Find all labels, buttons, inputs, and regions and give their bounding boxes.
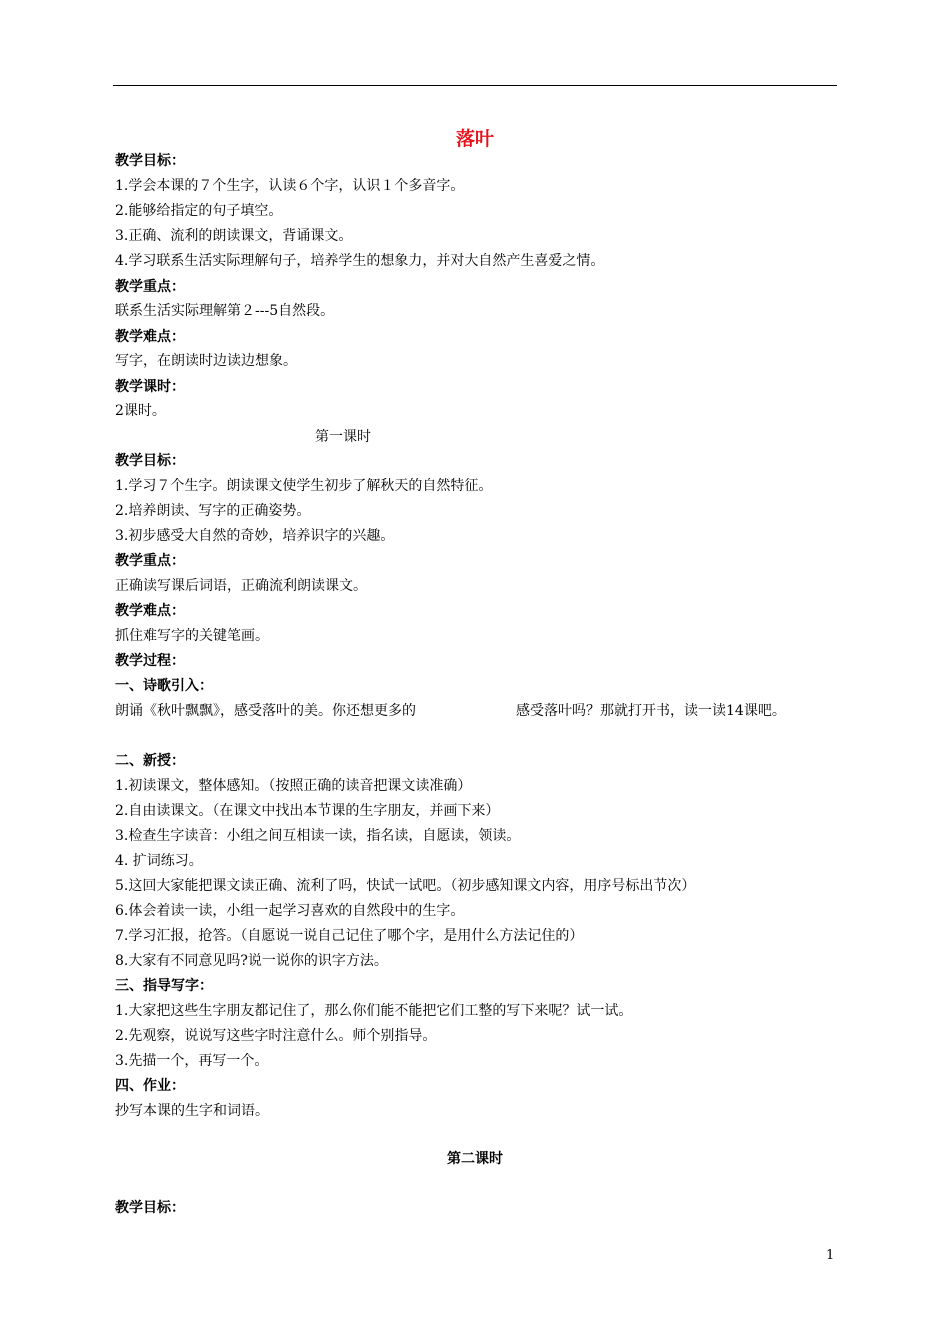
section-heading: 一、诗歌引入： [115,678,213,694]
body-line: 4. 扩词练习。 [115,853,203,869]
document-title: 落叶 [455,128,494,150]
section-heading: 教学重点： [115,553,185,569]
intro-text-b: 感受落叶吗？那就打开书，读一读14课吧。 [516,703,786,719]
intro-paragraph [115,700,839,723]
body-line: 3.检查生字读音：小组之间互相读一读，指名读，自愿读，领读。 [115,828,521,844]
body-line: 写字，在朗读时边读边想象。 [115,353,297,369]
page-number: 1 [826,1248,835,1263]
body-line: 3.正确、流利的朗读课文，背诵课文。 [115,228,353,244]
last-heading: 教学目标： [115,1200,185,1216]
section-heading: 教学难点： [115,603,185,619]
section-heading: 教学课时： [115,379,185,395]
body-line: 6.体会着读一读，小组一起学习喜欢的自然段中的生字。 [115,903,465,919]
body-line: 3.初步感受大自然的奇妙，培养识字的兴趣。 [115,528,395,544]
section-heading: 四、作业： [115,1078,185,1094]
body-line: 正确读写课后词语，正确流利朗读课文。 [115,578,367,594]
header-rule [113,85,837,86]
body-line: 第一课时 [315,429,371,445]
body-line: 1.学习７个生字。朗读课文使学生初步了解秋天的自然特征。 [115,478,493,494]
body-line: 2.培养朗读、写字的正确姿势。 [115,503,311,519]
body-line: 4.学习联系生活实际理解句子，培养学生的想象力，并对大自然产生喜爱之情。 [115,253,605,269]
body-line: 1.大家把这些生字朋友都记住了，那么你们能不能把它们工整的写下来呢？试一试。 [115,1003,633,1019]
section-heading: 教学过程： [115,653,185,669]
body-line: 2.能够给指定的句子填空。 [115,203,283,219]
body-line: 8.大家有不同意见吗?说一说你的识字方法。 [115,953,388,969]
body-line: 1.初读课文，整体感知。（按照正确的读音把课文读准确） [115,778,472,794]
section-heading: 教学重点： [115,279,185,295]
section-heading: 教学目标： [115,453,185,469]
body-line: 1.学会本课的７个生字，认读６个字，认识１个多音字。 [115,178,465,194]
body-line: 抓住难写字的关键笔画。 [115,628,269,644]
body-line: 2课时。 [115,403,166,419]
body-line: 2.自由读课文。（在课文中找出本节课的生字朋友，并画下来） [115,803,500,819]
body-line: 5.这回大家能把课文读正确、流利了吗，快试一试吧。（初步感知课文内容，用序号标出节次） [115,878,696,894]
section-heading: 教学目标： [115,153,185,169]
body-line: 抄写本课的生字和词语。 [115,1103,269,1119]
section-heading: 二、新授： [115,753,185,769]
body-line: 7.学习汇报，抢答。（自愿说一说自己记住了哪个字，是用什么方法记住的） [115,928,584,944]
section-heading: 教学难点： [115,329,185,345]
section-heading: 三、指导写字： [115,978,213,994]
body-line: 2.先观察，说说写这些字时注意什么。师个别指导。 [115,1028,437,1044]
section-heading-second: 第二课时 [447,1151,503,1167]
body-line: 联系生活实际理解第２---5自然段。 [115,303,335,319]
intro-text-a: 朗诵《秋叶飘飘》，感受落叶的美。你还想更多的 [115,703,416,719]
body-line: 3.先描一个，再写一个。 [115,1053,269,1069]
